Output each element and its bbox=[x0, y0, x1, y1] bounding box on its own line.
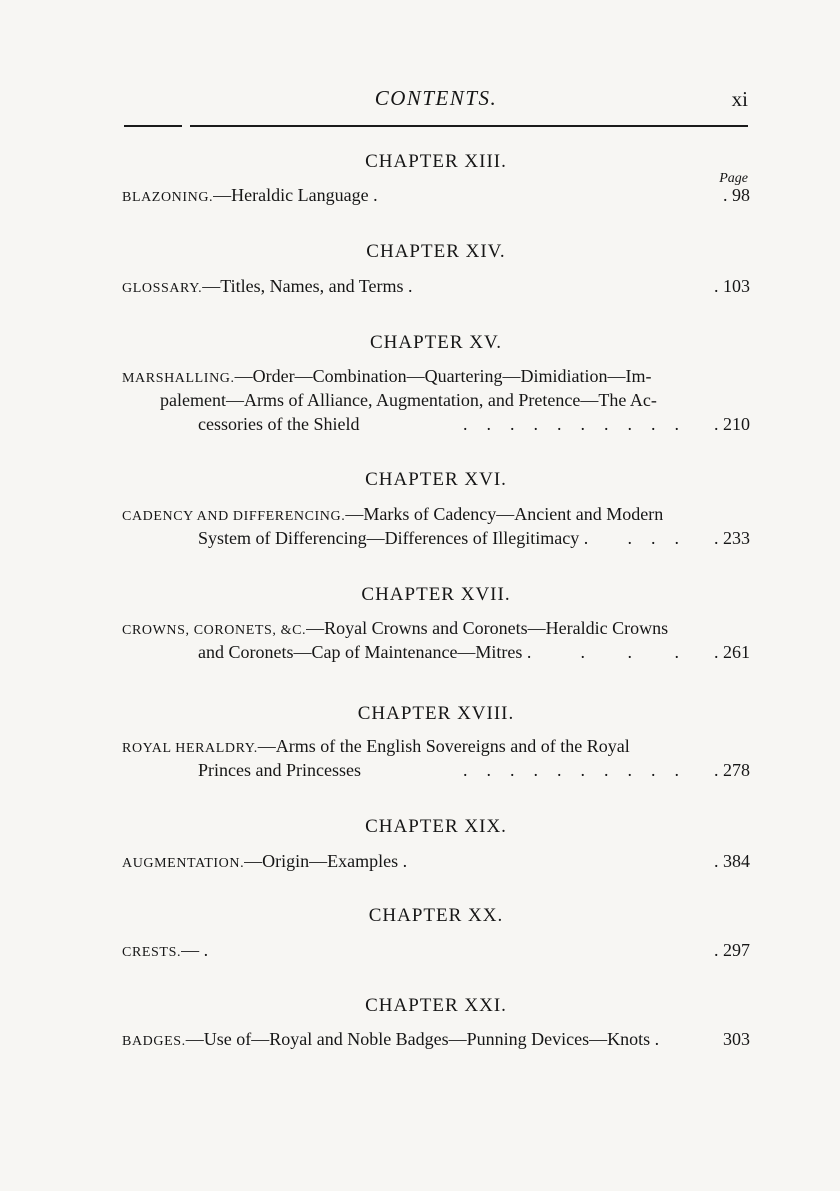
entry-subject: CADENCY AND DIFFERENCING. bbox=[122, 509, 346, 524]
chapter-heading: CHAPTER XIII. bbox=[365, 151, 507, 172]
entry-text: cessories of the Shield bbox=[198, 414, 360, 434]
entry-text: —Royal Crowns and Coronets—Heraldic Crowns bbox=[306, 618, 669, 638]
toc-entry[interactable] bbox=[122, 616, 750, 664]
chapter-heading: CHAPTER XVIII. bbox=[357, 703, 515, 724]
entry-text: —Use of—Royal and Noble Badges—Punning Devices—Knots . bbox=[185, 1029, 660, 1049]
entry-page-number: . 297 bbox=[714, 940, 750, 960]
chapter-heading: CHAPTER XXI. bbox=[365, 995, 507, 1016]
entry-text: —Heraldic Language . bbox=[213, 185, 378, 205]
entry-subject: GLOSSARY. bbox=[122, 281, 203, 296]
leader-dots: .......... bbox=[463, 760, 698, 780]
toc-entry[interactable] bbox=[122, 183, 750, 207]
toc-entry[interactable] bbox=[122, 849, 750, 873]
entry-page-number: . 103 bbox=[714, 276, 750, 296]
entry-subject: CROWNS, CORONETS, &C. bbox=[122, 623, 307, 638]
toc-entry[interactable] bbox=[122, 734, 750, 782]
entry-text: — . bbox=[181, 940, 209, 960]
entry-page-number: 303 bbox=[723, 1029, 750, 1049]
folio: xi bbox=[731, 87, 748, 111]
entry-subject: ROYAL HERALDRY. bbox=[122, 741, 258, 756]
header-rule-long bbox=[190, 125, 748, 127]
running-title: CONTENTS. bbox=[374, 86, 498, 110]
chapter-heading: CHAPTER XIX. bbox=[365, 816, 507, 837]
chapter-heading: CHAPTER XVII. bbox=[361, 584, 511, 605]
toc-entry[interactable] bbox=[122, 502, 750, 550]
entry-text: Princes and Princesses bbox=[198, 760, 361, 780]
entry-page-number: . 210 bbox=[714, 414, 750, 434]
leader-dots: .......... bbox=[463, 414, 698, 434]
entry-page-number: . 278 bbox=[714, 760, 750, 780]
entry-subject: BADGES. bbox=[122, 1034, 186, 1049]
entry-text: —Order—Combination—Quartering—Dimidiation—Im- bbox=[234, 366, 652, 386]
entry-subject: BLAZONING. bbox=[122, 190, 214, 205]
entry-subject: CRESTS. bbox=[122, 945, 182, 960]
toc-entry[interactable] bbox=[122, 1027, 750, 1051]
chapter-heading: CHAPTER XVI. bbox=[365, 469, 507, 490]
entry-text: and Coronets—Cap of Maintenance—Mitres . bbox=[198, 642, 532, 662]
leader-dots: ... bbox=[627, 528, 698, 548]
chapter-heading: CHAPTER XV. bbox=[369, 332, 503, 353]
entry-page-number: . 98 bbox=[723, 185, 750, 205]
entry-subject: MARSHALLING. bbox=[122, 371, 235, 386]
entry-text: —Titles, Names, and Terms . bbox=[202, 276, 413, 296]
entry-text: —Origin—Examples . bbox=[244, 851, 408, 871]
entry-subject: AUGMENTATION. bbox=[122, 856, 245, 871]
toc-entry[interactable] bbox=[122, 938, 750, 962]
header-rule-short bbox=[124, 125, 182, 127]
entry-page-number: . 261 bbox=[714, 642, 750, 662]
toc-entry[interactable] bbox=[122, 274, 750, 298]
running-head bbox=[122, 86, 750, 116]
entry-text: —Marks of Cadency—Ancient and Modern bbox=[345, 504, 664, 524]
entry-text: palement—Arms of Alliance, Augmentation, and Pretence—The Ac- bbox=[160, 390, 657, 410]
entry-page-number: . 384 bbox=[714, 851, 750, 871]
entry-page-number: . 233 bbox=[714, 528, 750, 548]
chapter-heading: CHAPTER XX. bbox=[368, 905, 504, 926]
entry-text: —Arms of the English Sovereigns and of the Royal bbox=[257, 736, 630, 756]
toc-entry[interactable] bbox=[122, 364, 750, 436]
leader-dots: . . . bbox=[580, 642, 698, 662]
chapter-heading: CHAPTER XIV. bbox=[366, 241, 506, 262]
entry-text: System of Differencing—Differences of Illegitimacy . bbox=[198, 528, 589, 548]
page-column-label: Page bbox=[719, 171, 748, 186]
